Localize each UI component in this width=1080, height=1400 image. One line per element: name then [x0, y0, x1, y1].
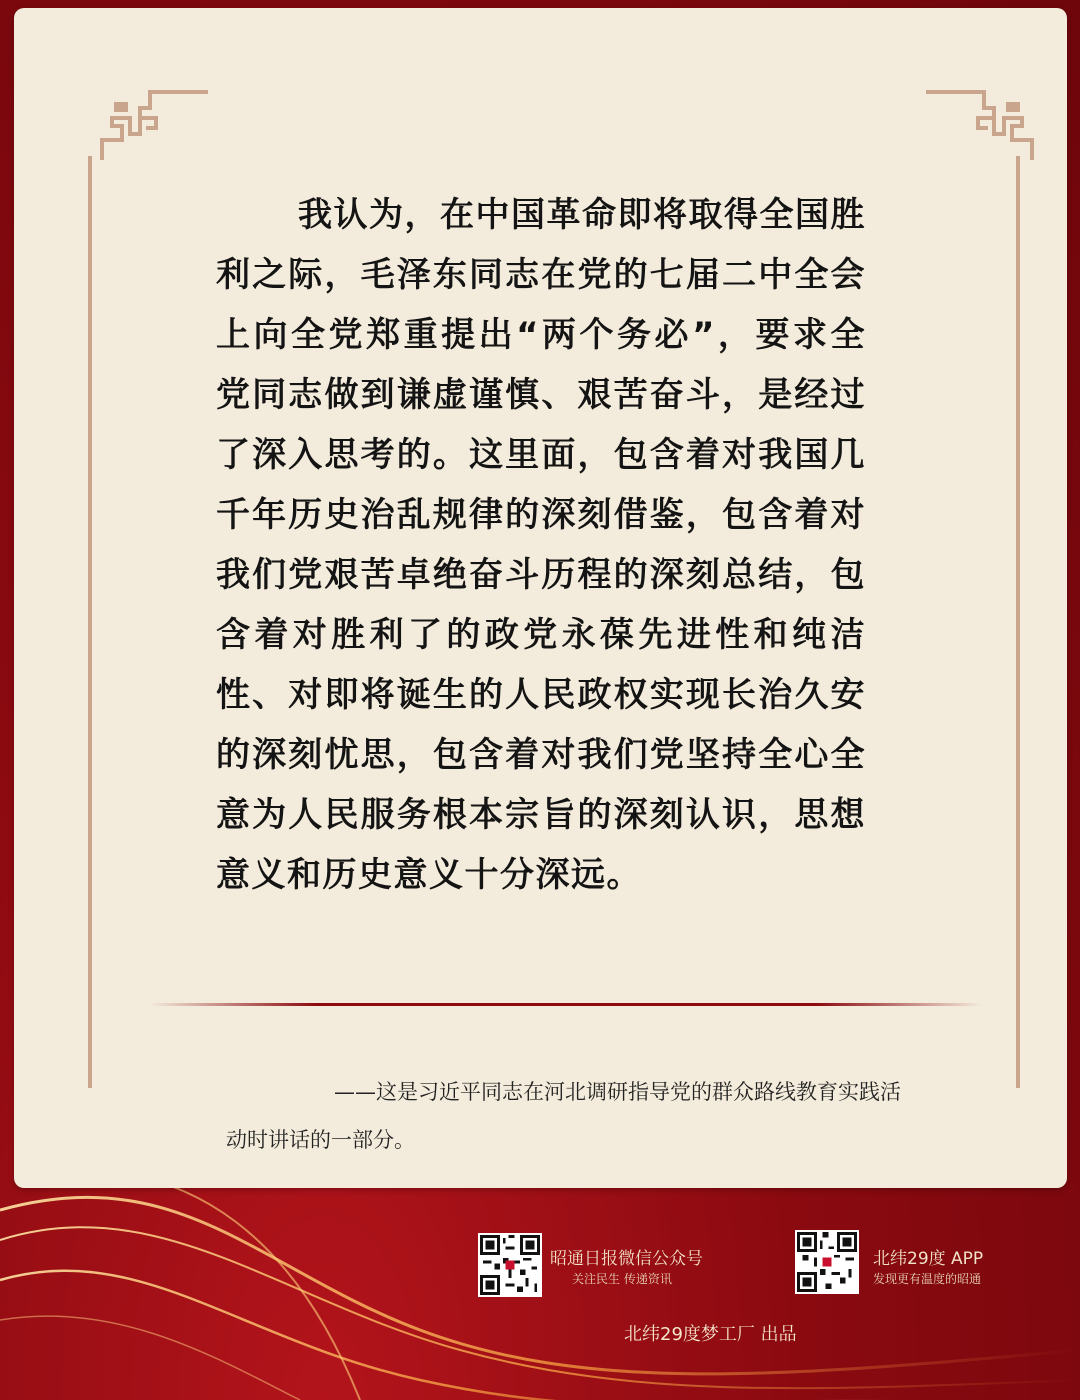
source-attribution: ——这是习近平同志在河北调研指导党的群众路线教育实践活动时讲话的一部分。: [226, 1080, 901, 1152]
corner-ornament-icon: [924, 88, 1034, 163]
producer-credit: 北纬29度梦工厂 出品: [624, 1324, 797, 1345]
frame-right-border: [1016, 156, 1020, 1088]
divider-line: [150, 1003, 982, 1006]
wechat-account-subtitle: 关注民生 传递资讯: [572, 1272, 672, 1286]
app-subtitle: 发现更有温度的昭通: [873, 1272, 982, 1286]
qr-code-icon: [795, 1230, 859, 1294]
corner-ornament-icon: [100, 88, 210, 163]
wechat-account-title: 昭通日报微信公众号: [550, 1249, 703, 1269]
frame-left-border: [88, 156, 92, 1088]
qr-code-icon: [478, 1233, 542, 1297]
quote-body: 我认为，在中国革命即将取得全国胜利之际，毛泽东同志在党的七届二中全会上向全党郑重提出“两个务必”，要求全党同志做到谦虚谨慎、艰苦奋斗，是经过了深入思考的。这里面，包含着对我国几千年历史治乱规律的深刻借鉴，包含着对我们党艰苦卓绝奋斗历程的深刻总结，包含着对胜利了的政党永葆先进性和纯洁性、对即将诞生的人民政权实现长治久安的深刻忧思，包含着对我们党坚持全心全意为人民服务根本宗旨的深刻认识，思想意义和历史意义十分深远。: [216, 195, 866, 895]
app-title: 北纬29度 APP: [873, 1249, 984, 1269]
